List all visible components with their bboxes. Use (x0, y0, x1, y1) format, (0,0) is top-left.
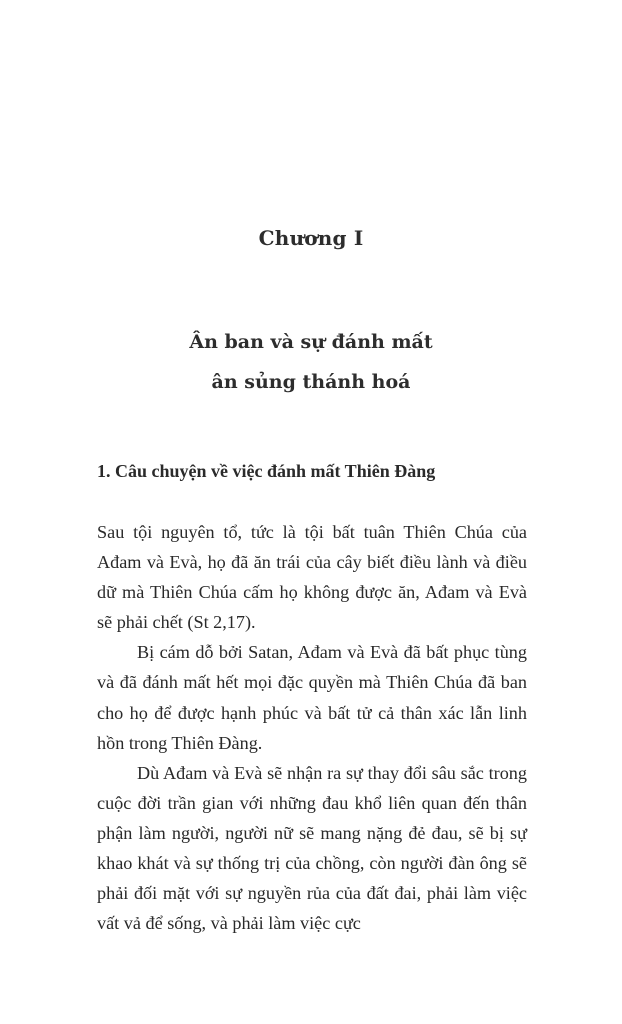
chapter-title: Chương I (258, 226, 364, 250)
chapter-subtitle-line-1: Ân ban và sự đánh mất (189, 331, 433, 353)
section-heading: 1. Câu chuyện về việc đánh mất Thiên Đàng (97, 461, 436, 481)
body-text (97, 517, 527, 938)
chapter-subtitle (0, 322, 622, 402)
paragraph: Dù Ađam và Evà sẽ nhận ra sự thay đổi sâu sắc trong cuộc đời trần gian với những đau khổ liên quan đến thân phận làm người, người nữ sẽ mang nặng đẻ đau, sẽ bị sự khao khát và sự thống trị của chồng, còn người đàn ông sẽ phải đối mặt với sự nguyền rủa của đất đai, phải làm việc vất vả để sống, và phải làm việc cực (97, 762, 527, 934)
paragraph: Bị cám dỗ bởi Satan, Ađam và Evà đã bất phục tùng và đã đánh mất hết mọi đặc quyền mà Thiên Chúa đã ban cho họ để được hạnh phúc và bất tử cả thân xác lẫn linh hồn trong Thiên Đàng. (97, 642, 527, 753)
chapter-subtitle-line-2: ân sủng thánh hoá (211, 371, 411, 393)
paragraph: Sau tội nguyên tổ, tức là tội bất tuân Thiên Chúa của Ađam và Evà, họ đã ăn trái của cây biết điều lành và điều dữ mà Thiên Chúa cấm họ không được ăn, Ađam và Evà sẽ phải chết (St 2,17). (97, 522, 527, 633)
